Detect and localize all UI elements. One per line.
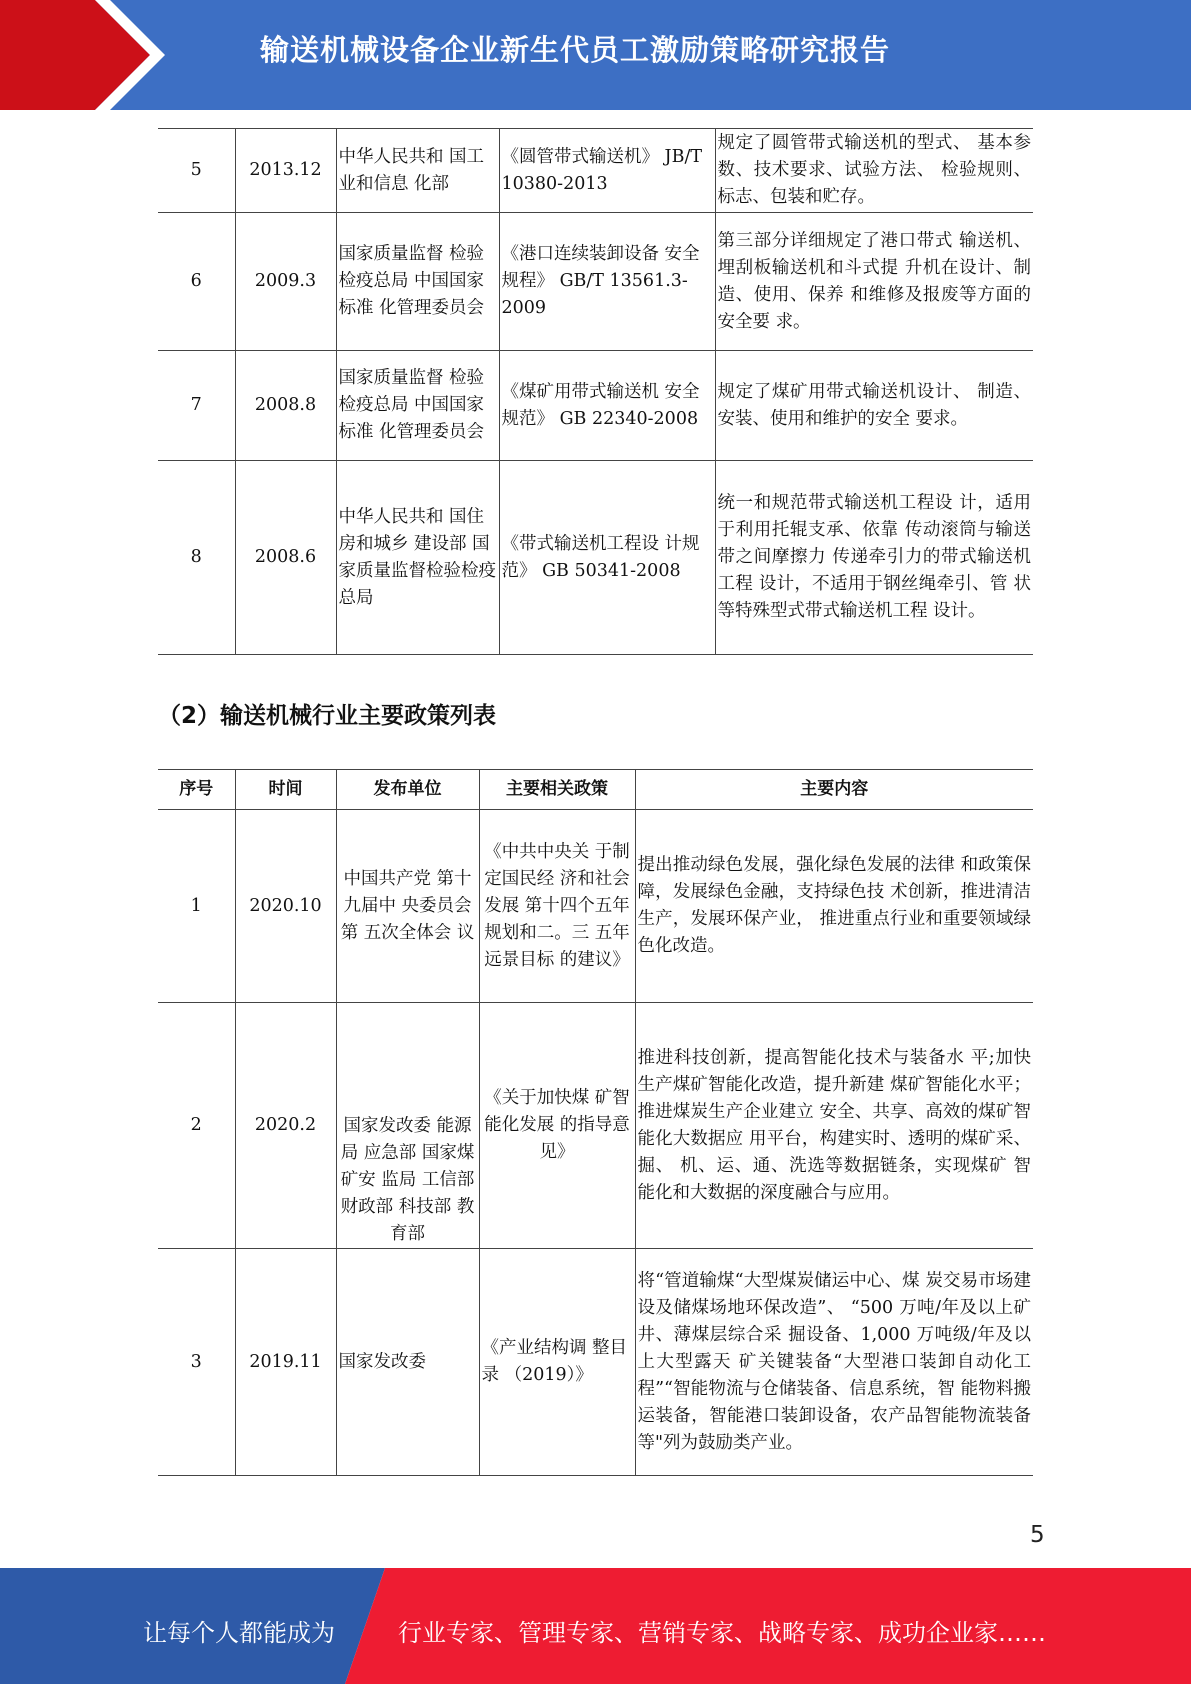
row-issuer: 中华人民共和 国工业和信息 化部 (336, 129, 499, 213)
row-issuer: 国家发改委 (336, 1249, 479, 1476)
row-date: 2008.8 (235, 351, 336, 461)
row-date: 2008.6 (235, 461, 336, 655)
policy-table (158, 769, 1033, 1476)
row-date: 2019.11 (235, 1249, 336, 1476)
row-issuer: 中华人民共和 国住房和城乡 建设部 国家质量监督检验检疫总局 (336, 461, 499, 655)
header-policy: 主要相关政策 (479, 770, 635, 810)
header-date: 时间 (235, 770, 336, 810)
row-date: 2013.12 (235, 129, 336, 213)
row-policy: 《产业结构调 整目录 （2019）》 (479, 1249, 635, 1476)
row-policy: 《带式输送机工程设 计规范》 GB 50341-2008 (499, 461, 715, 655)
row-issuer: 国家发改委 能源局 应急部 国家煤矿安 监局 工信部 财政部 科技部 教育部 (336, 1003, 479, 1249)
row-policy: 《港口连续装卸设备 安全规程》 GB/T 13561.3-2009 (499, 213, 715, 351)
row-number: 7 (158, 351, 235, 461)
table-header-row (158, 770, 1033, 810)
row-number: 6 (158, 213, 235, 351)
table-row (158, 351, 1033, 461)
row-number: 2 (158, 1003, 235, 1249)
standards-table (158, 128, 1033, 655)
header-no: 序号 (158, 770, 235, 810)
header-content: 主要内容 (635, 770, 1033, 810)
row-policy: 《关于加快煤 矿智能化发展 的指导意见》 (479, 1003, 635, 1249)
row-date: 2020.10 (235, 810, 336, 1003)
table-row (158, 1249, 1033, 1476)
row-number: 8 (158, 461, 235, 655)
footer-slogan-right: 行业专家、管理专家、营销专家、战略专家、成功企业家…… (398, 1619, 1046, 1647)
row-content: 将“管道输煤“大型煤炭储运中心、煤 炭交易市场建设及储煤场地环保改造”、 “500 万吨/年及以上矿井、薄煤层综合采 掘设备、1,000 万吨级/年及以上大型露天 矿关键装备“大型港口装卸自动化工 程”“智能物流与仓储装备、信息系统，智 能物料搬运装备，智能港口装卸设备，农产品智能物流装备等"列为鼓励类产业。 (635, 1249, 1033, 1476)
row-date: 2020.2 (235, 1003, 336, 1249)
row-issuer: 国家质量监督 检验检疫总局 中国国家标准 化管理委员会 (336, 213, 499, 351)
row-content: 提出推动绿色发展，强化绿色发展的法律 和政策保障，发展绿色金融，支持绿色技 术创新，推进清洁生产，发展环保产业， 推进重点行业和重要领域绿色化改造。 (635, 810, 1033, 1003)
row-content: 规定了圆管带式输送机的型式、 基本参数、技术要求、试验方法、 检验规则、标志、包装和贮存。 (715, 129, 1033, 213)
row-number: 1 (158, 810, 235, 1003)
row-issuer: 国家质量监督 检验检疫总局 中国国家标准 化管理委员会 (336, 351, 499, 461)
table-row (158, 129, 1033, 213)
row-number: 3 (158, 1249, 235, 1476)
table-row (158, 213, 1033, 351)
row-issuer: 中国共产党 第十九届中 央委员会第 五次全体会 议 (336, 810, 479, 1003)
table-row (158, 461, 1033, 655)
row-policy: 《中共中央关 于制定国民经 济和社会发展 第十四个五年 规划和二。三 五年远景目标 的建议》 (479, 810, 635, 1003)
row-content: 规定了煤矿用带式输送机设计、 制造、安装、使用和维护的安全 要求。 (715, 351, 1033, 461)
page-number: 5 (1030, 1522, 1045, 1548)
row-date: 2009.3 (235, 213, 336, 351)
report-title: 输送机械设备企业新生代员工激励策略研究报告 (260, 33, 891, 67)
row-content: 推进科技创新，提高智能化技术与装备水 平;加快生产煤矿智能化改造，提升新建 煤矿智能化水平；推进煤炭生产企业建立 安全、共享、高效的煤矿智能化大数据应 用平台，构建实时、透明的煤矿采、掘、 机、运、通、洗选等数据链条，实现煤矿 智能化和大数据的深度融合与应用。 (635, 1003, 1033, 1249)
section-heading: （2）输送机械行业主要政策列表 (158, 703, 497, 729)
table-row (158, 810, 1033, 1003)
page-header (0, 0, 1191, 110)
row-content: 第三部分详细规定了港口带式 输送机、埋刮板输送机和斗式提 升机在设计、制造、使用、保养 和维修及报废等方面的安全要 求。 (715, 213, 1033, 351)
row-policy: 《煤矿用带式输送机 安全规范》 GB 22340-2008 (499, 351, 715, 461)
header-unit: 发布单位 (336, 770, 479, 810)
footer-slogan-left: 让每个人都能成为 (143, 1619, 335, 1647)
row-policy: 《圆管带式输送机》 JB/T 10380-2013 (499, 129, 715, 213)
row-number: 5 (158, 129, 235, 213)
table-row (158, 1003, 1033, 1249)
row-content: 统一和规范带式输送机工程设 计，适用于利用托辊支承、依靠 传动滚筒与输送带之间摩擦力 传递牵引力的带式输送机工程 设计，不适用于钢丝绳牵引、管 状等特殊型式带式输送机工程 设计。 (715, 461, 1033, 655)
